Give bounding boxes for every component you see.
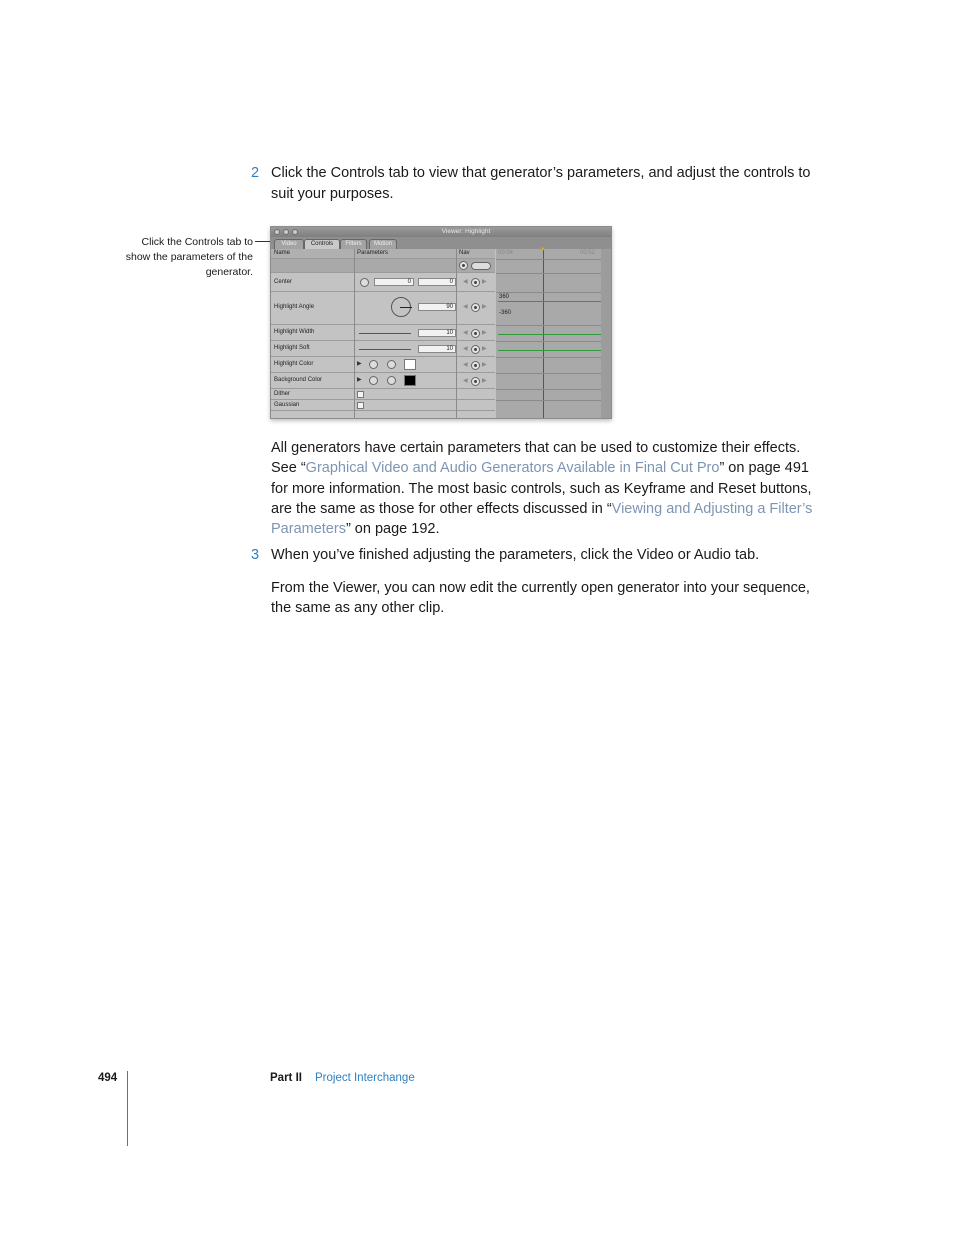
- parameter-grid: [271, 249, 611, 418]
- highlight-color-swatch[interactable]: [404, 359, 416, 370]
- footer-rule: [127, 1071, 128, 1146]
- gaussian-checkbox[interactable]: [357, 402, 364, 409]
- dither-checkbox[interactable]: [357, 391, 364, 398]
- viewer-screenshot: [270, 226, 612, 419]
- param-row-center: [271, 273, 495, 292]
- timeline-divider: [496, 400, 601, 401]
- disclosure-triangle-icon[interactable]: ▶: [357, 361, 362, 367]
- tab-motion[interactable]: Motion: [369, 239, 397, 249]
- param-label: Background Color: [274, 377, 323, 383]
- width-field[interactable]: 10: [418, 329, 456, 337]
- nav-controls-row: [271, 259, 495, 273]
- next-keyframe-icon[interactable]: ▶: [482, 346, 487, 352]
- crosshair-icon[interactable]: [360, 278, 369, 287]
- tab-controls[interactable]: Controls: [304, 239, 340, 249]
- soft-slider[interactable]: [359, 349, 411, 350]
- prev-keyframe-icon[interactable]: ◀: [463, 304, 468, 310]
- step-number: 3: [251, 547, 260, 563]
- nav-popup-button[interactable]: [471, 262, 491, 270]
- keyframe-min-value: -360: [499, 310, 512, 316]
- keyframe-max-value: 360: [499, 294, 510, 300]
- soft-field[interactable]: 10: [418, 345, 456, 353]
- disclosure-triangle-icon[interactable]: ▶: [357, 377, 362, 383]
- keyframe-button[interactable]: [471, 345, 480, 354]
- param-label: Dither: [274, 391, 291, 397]
- column-divider: [456, 249, 457, 418]
- step-text: Click the Controls tab to view that generator’s parameters, and adjust the controls to suit your purposes.: [271, 165, 811, 202]
- eyedropper-icon[interactable]: [369, 376, 378, 385]
- param-row-angle: [271, 292, 495, 325]
- timeline-divider: [496, 341, 601, 342]
- tab-filters[interactable]: Filters: [340, 239, 367, 249]
- param-label: Highlight Soft: [274, 345, 310, 351]
- column-nav: Nav: [459, 250, 470, 256]
- cross-reference-link[interactable]: Viewing and Adjusting a Filter’s Parameters: [271, 500, 813, 538]
- center-x-field[interactable]: 0: [374, 278, 414, 286]
- param-label: Center: [274, 279, 293, 285]
- angle-dial-needle: [400, 307, 412, 308]
- vertical-scrollbar[interactable]: [601, 249, 611, 418]
- keyframe-button[interactable]: [471, 377, 480, 386]
- body-paragraph-1: [271, 438, 827, 539]
- body-text: ” on page 192.: [345, 521, 440, 538]
- timeline-divider: [496, 292, 601, 293]
- next-keyframe-icon[interactable]: ▶: [482, 279, 487, 285]
- page-number: 494: [98, 1072, 118, 1084]
- timeline-divider: [496, 389, 601, 390]
- step-text: When you’ve finished adjusting the parameters, click the Video or Audio tab.: [271, 547, 760, 563]
- width-slider[interactable]: [359, 333, 411, 334]
- column-name: Name: [274, 250, 291, 256]
- prev-keyframe-icon[interactable]: ◀: [463, 346, 468, 352]
- timeline-divider: [496, 273, 601, 274]
- body-text: All generators have certain parameters that can be used to customize their effects. See “: [271, 440, 801, 477]
- timeline-divider: [496, 325, 601, 326]
- next-keyframe-icon[interactable]: ▶: [482, 378, 487, 384]
- param-label: Highlight Angle: [274, 304, 315, 310]
- column-divider: [354, 249, 355, 418]
- eyedropper-icon[interactable]: [369, 360, 378, 369]
- keyframe-timeline: [496, 249, 611, 418]
- next-keyframe-icon[interactable]: ▶: [482, 304, 487, 310]
- param-label: Highlight Color: [274, 361, 314, 367]
- column-header-row: [271, 249, 495, 259]
- param-row-width: [271, 325, 495, 341]
- prev-keyframe-icon[interactable]: ◀: [463, 378, 468, 384]
- footer-part: Part II: [270, 1072, 302, 1084]
- keyframe-button[interactable]: [471, 329, 480, 338]
- viewer-title: Viewer: Highlight: [441, 228, 491, 235]
- color-picker-icon[interactable]: [387, 376, 396, 385]
- step-number: 2: [251, 165, 260, 181]
- center-y-field[interactable]: 0: [418, 278, 456, 286]
- timecode-end: 00:52: [580, 250, 596, 256]
- param-row-color: [271, 357, 495, 373]
- timeline-divider: [496, 373, 601, 374]
- param-row-dither: [271, 389, 495, 400]
- body-text: ” on page 491 for more information. The most basic controls, such as Keyframe and Reset buttons, are the same as those for other effects discussed in “: [271, 460, 812, 517]
- playhead-marker-icon: ▼: [540, 247, 546, 253]
- param-label: Gaussian: [274, 402, 300, 408]
- tab-video[interactable]: Video: [274, 239, 304, 249]
- body-paragraph-2: From the Viewer, you can now edit the currently open generator into your sequence, the same as any other clip.: [271, 580, 810, 617]
- keyframe-button[interactable]: [471, 361, 480, 370]
- figure-callout: Click the Controls tab to show the parameters of the generator.: [125, 236, 253, 278]
- cross-reference-link[interactable]: Graphical Video and Audio Generators Available in Final Cut Pro: [305, 460, 720, 477]
- keyframe-graph-line: [498, 301, 601, 302]
- next-keyframe-icon[interactable]: ▶: [482, 330, 487, 336]
- keyframe-graph-line: [498, 334, 601, 335]
- reset-icon[interactable]: [459, 261, 468, 270]
- param-label: Highlight Width: [274, 329, 315, 335]
- timeline-divider: [496, 357, 601, 358]
- viewer-title-bar: [271, 227, 611, 237]
- keyframe-button[interactable]: [471, 303, 480, 312]
- column-parameters: Parameters: [357, 250, 389, 256]
- next-keyframe-icon[interactable]: ▶: [482, 362, 487, 368]
- param-row-bg: [271, 373, 495, 389]
- prev-keyframe-icon[interactable]: ◀: [463, 362, 468, 368]
- prev-keyframe-icon[interactable]: ◀: [463, 330, 468, 336]
- timecode-start: 00:04: [498, 250, 514, 256]
- param-row-gaussian: [271, 400, 495, 411]
- angle-field[interactable]: 90: [418, 303, 456, 311]
- footer-section: Project Interchange: [315, 1072, 415, 1084]
- param-row-soft: [271, 341, 495, 357]
- timeline-divider: [496, 259, 601, 260]
- viewer-tabs: [271, 237, 611, 249]
- background-color-swatch[interactable]: [404, 375, 416, 386]
- keyframe-button[interactable]: [471, 278, 480, 287]
- color-picker-icon[interactable]: [387, 360, 396, 369]
- prev-keyframe-icon[interactable]: ◀: [463, 279, 468, 285]
- keyframe-graph-line: [498, 350, 601, 351]
